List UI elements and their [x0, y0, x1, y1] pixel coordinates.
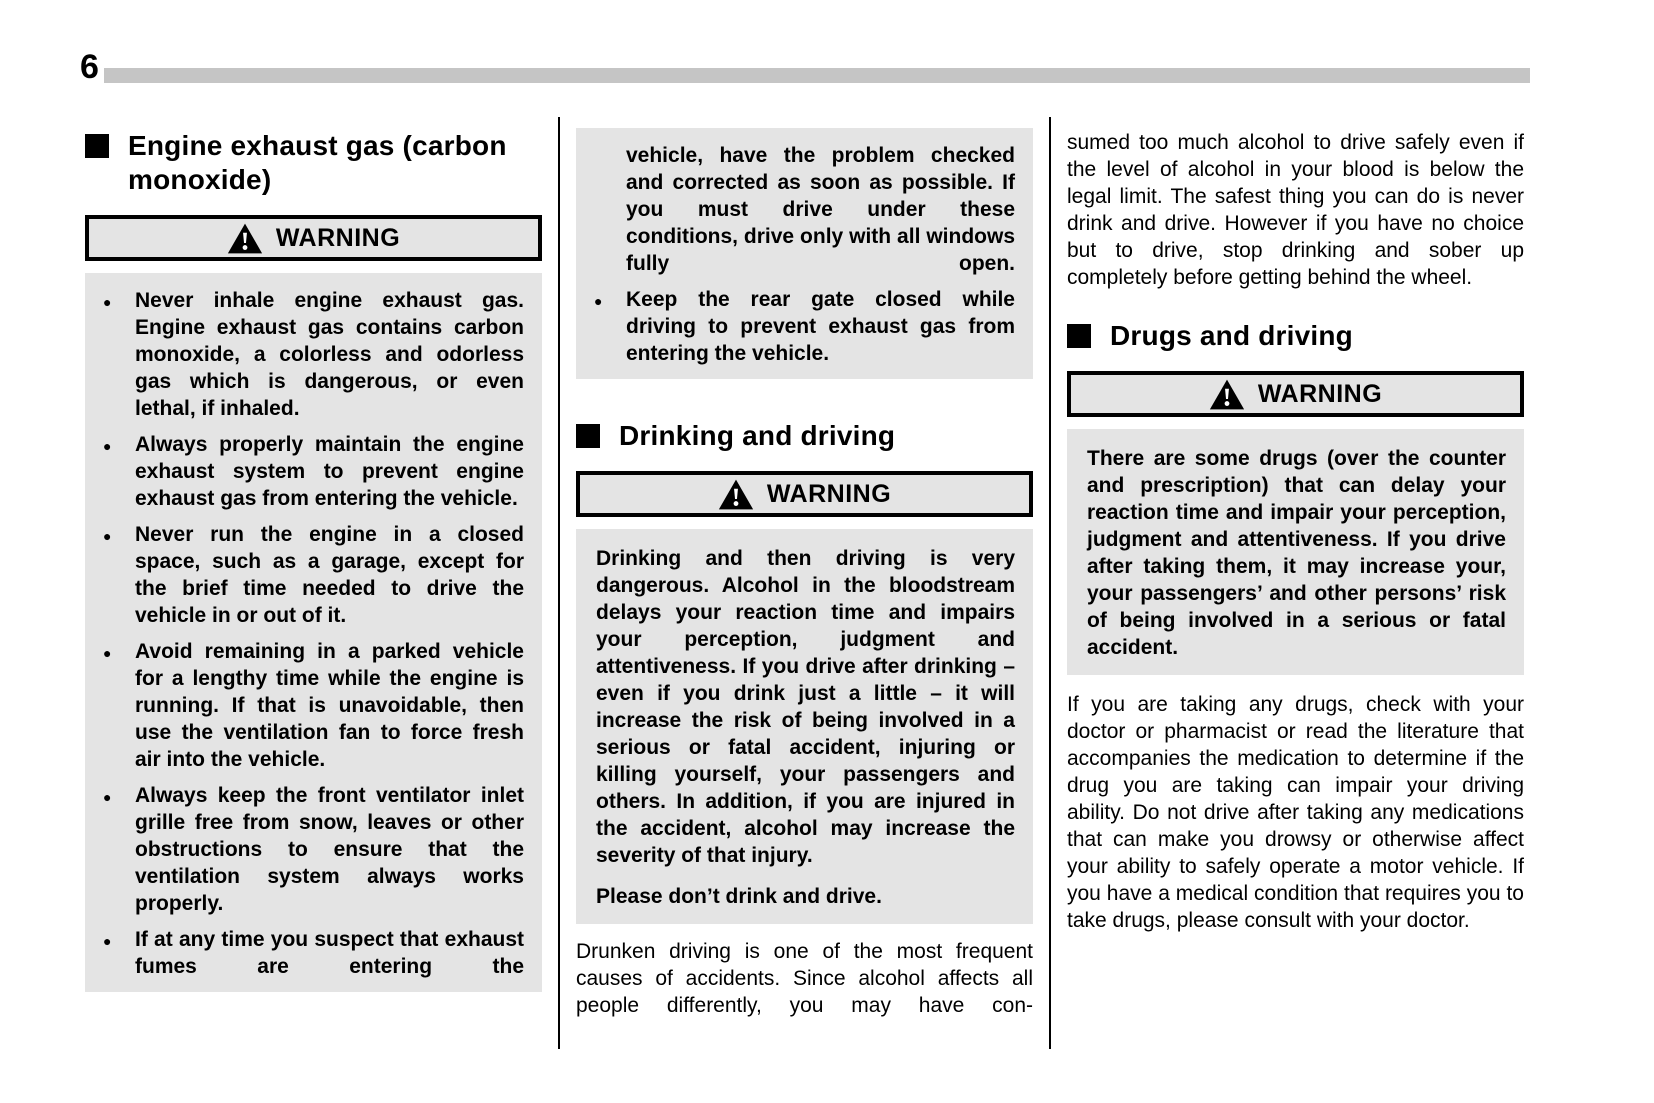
warning-label: WARNING: [766, 479, 892, 508]
warning-paragraph: Please don’t drink and drive.: [596, 885, 882, 908]
bullet-list: [576, 286, 1015, 367]
bullet-item: ● If at any time you suspect that exhaust fumes are entering the: [85, 926, 524, 980]
body-paragraph: If you are taking any drugs, check with your doctor or pharmacist or read the literature that accompanies the medication to determine if the drug you are taking can impair your driving ability. Do not drive after taking any medications that can make you drowsy or otherwise affect your ability to safely operate a motor vehicle. If you have a medical condition that requires you to take drugs, please consult with your doctor.: [1067, 693, 1524, 932]
warning-triangle-icon: [718, 479, 754, 510]
warning-content-box: [85, 273, 542, 992]
body-paragraph: Drunken driving is one of the most frequent causes of accidents. Since alcohol affects all people differently, you may have con-: [576, 940, 1033, 1017]
columns: [85, 115, 1524, 1049]
column-divider: [558, 117, 560, 1049]
section-heading-text: Drinking and driving: [619, 420, 896, 451]
section-heading-text: Drugs and driving: [1110, 320, 1353, 351]
warning-content-box: [1067, 429, 1524, 675]
bullet-list: [85, 287, 524, 980]
section-heading-text: Engine exhaust gas (carbon monoxide): [128, 130, 507, 195]
warning-content-box-continued: [576, 128, 1033, 379]
body-paragraph: sumed too much alcohol to drive safely even if the level of alcohol in your blood is below the legal limit. The safest thing you can do is never drink and drive. However if you have no choice but to drive, stop drinking and sober up completely before getting behind the wheel.: [1067, 131, 1524, 289]
page-number: 6: [80, 48, 99, 86]
section-heading-drinking-driving: [576, 419, 1033, 453]
warning-paragraph: There are some drugs (over the counter and prescription) that can delay your reaction time and impair your perception, judgment and attentiveness. If you drive after taking them, it may increase your, your passengers’ and other persons’ risk of being involved in a serious or fatal accident.: [1087, 447, 1506, 659]
warning-paragraph: Drinking and then driving is very dangerous. Alcohol in the bloodstream delays your reaction time and impairs your perception, judgment and attentiveness. If you drive after drinking – even if you drink just a little – it will increase the risk of being involved in a serious or fatal accident, injuring or killing yourself, your passengers and others. In addition, if you are injured in the accident, alcohol may increase the severity of that injury.: [596, 547, 1015, 867]
header-rule: [104, 68, 1530, 83]
section-heading-drugs-driving: [1067, 319, 1524, 353]
section-marker-icon: [85, 134, 109, 158]
bullet-item: ● Always properly maintain the engine exhaust system to prevent engine exhaust gas from entering the vehicle.: [85, 431, 524, 512]
column-1: [85, 115, 542, 992]
bullet-continuation-text: vehicle, have the problem checked and corrected as soon as possible. If you must drive under these conditions, drive only with all windows fully open.: [626, 144, 1015, 275]
section-heading-engine-exhaust: [85, 129, 542, 197]
warning-box: [576, 471, 1033, 517]
bullet-item: ● Never run the engine in a closed space, such as a garage, except for the brief time needed to drive the vehicle in or out of it.: [85, 521, 524, 629]
warning-box: [85, 215, 542, 261]
warning-triangle-icon: [227, 223, 263, 254]
bullet-item: ● Keep the rear gate closed while driving to prevent exhaust gas from entering the vehicle.: [576, 286, 1015, 367]
column-2: [576, 115, 1033, 1019]
warning-triangle-icon: [1209, 379, 1245, 410]
warning-content-box: [576, 529, 1033, 924]
section-marker-icon: [576, 424, 600, 448]
column-divider: [1049, 117, 1051, 1049]
bullet-item: ● Avoid remaining in a parked vehicle for a lengthy time while the engine is running. If that is unavoidable, then use the ventilation fan to force fresh air into the vehicle.: [85, 638, 524, 773]
warning-label: WARNING: [275, 223, 401, 252]
warning-label: WARNING: [1257, 379, 1383, 408]
column-3: [1067, 115, 1524, 934]
warning-box: [1067, 371, 1524, 417]
bullet-item: ● Always keep the front ventilator inlet grille free from snow, leaves or other obstructions to ensure that the ventilation system always works properly.: [85, 782, 524, 917]
section-marker-icon: [1067, 324, 1091, 348]
bullet-item: ● Never inhale engine exhaust gas. Engine exhaust gas contains carbon monoxide, a colorless and odorless gas which is dangerous, or even lethal, if inhaled.: [85, 287, 524, 422]
